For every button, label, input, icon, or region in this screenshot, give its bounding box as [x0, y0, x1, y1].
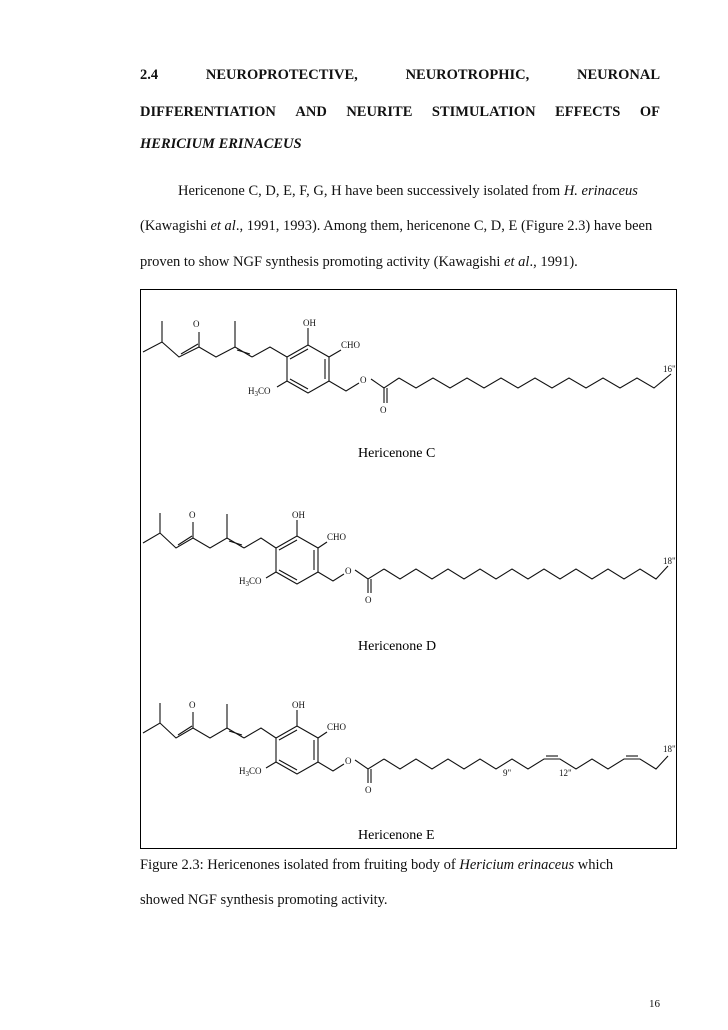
ketone-oxygen-label: O: [193, 319, 200, 329]
bond: [318, 542, 327, 548]
paragraph-line-3: [140, 254, 660, 271]
paragraph-line-2: [140, 218, 660, 235]
structure-name-hericenone-d: Hericenone D: [358, 639, 437, 654]
aldehyde-label: CHO: [327, 722, 347, 732]
text-run: ., 1991, 1993). Among them, hericenone C, D, E (Figure 2.3) have been: [235, 218, 653, 234]
ester-oxygen-label: O: [345, 566, 352, 576]
species-name: H. erinaceus: [563, 183, 638, 199]
figure-box: [140, 289, 677, 849]
heading-word: NEUROTROPHIC,: [405, 67, 530, 83]
page-number: 16: [649, 998, 660, 1010]
bond: [329, 350, 341, 357]
text-run: which: [574, 857, 614, 873]
hericenone-e-structure: [143, 700, 676, 795]
methoxy-label: $H_3CO$: [239, 576, 262, 588]
aromatic-ring: [276, 536, 318, 584]
figure-caption-line-2: showed NGF synthesis promoting activity.: [140, 892, 388, 908]
heading-word: OF: [639, 104, 660, 120]
text-run: Figure 2.3: Hericenones isolated from fruiting body of: [140, 857, 460, 873]
structure-name-hericenone-c: Hericenone C: [358, 446, 436, 461]
aromatic-ring: [276, 726, 318, 774]
bond: [252, 347, 287, 357]
heading-word: AND: [295, 104, 327, 120]
figure-caption-line-1: [140, 857, 660, 874]
chain-number-label: 16": [663, 364, 676, 374]
ketone-oxygen-label: O: [189, 700, 196, 710]
ester-oxygen-label: O: [360, 375, 367, 385]
bond: [244, 538, 276, 548]
heading-word: NEURONAL: [577, 67, 660, 83]
structures-diagram: [141, 290, 676, 848]
bond: [229, 541, 242, 545]
hydroxyl-label: OH: [292, 510, 305, 520]
alkyl-chain: [384, 566, 668, 579]
bond: [277, 381, 287, 387]
heading-word: DIFFERENTIATION: [140, 104, 276, 120]
text-run: et al: [504, 254, 530, 270]
section-heading-line-3: HERICIUM ERINACEUS: [140, 136, 302, 152]
text-run: (Kawagishi: [140, 218, 211, 234]
heading-word: EFFECTS: [555, 104, 621, 120]
bond: [178, 536, 192, 545]
ketone-oxygen-label: O: [189, 510, 196, 520]
ester-oxygen-label: O: [345, 756, 352, 766]
heading-word: NEURITE: [346, 104, 413, 120]
methoxy-label: $H_3CO$: [248, 386, 271, 398]
bond: [244, 728, 276, 738]
bond: [329, 381, 359, 391]
aldehyde-label: CHO: [327, 532, 347, 542]
bond: [318, 732, 327, 738]
carbonyl-oxygen-label: O: [380, 405, 387, 415]
structure-name-hericenone-e: Hericenone E: [358, 828, 435, 843]
text-run: ., 1991).: [529, 254, 578, 270]
chain-number-label: 18": [663, 556, 676, 566]
bond: [371, 378, 399, 388]
hericenone-d-structure: [143, 510, 676, 605]
double-bond-position-label: 9": [503, 768, 512, 778]
carbonyl-oxygen-label: O: [365, 785, 372, 795]
bond: [266, 572, 276, 578]
hericenone-c-structure: [143, 318, 676, 415]
aldehyde-label: CHO: [341, 340, 361, 350]
hydroxyl-label: OH: [292, 700, 305, 710]
section-number: 2.4: [140, 67, 159, 83]
bond: [318, 572, 344, 581]
bond: [355, 569, 384, 579]
heading-word: STIMULATION: [431, 104, 536, 120]
hydroxyl-label: OH: [303, 318, 316, 328]
bond: [318, 762, 344, 771]
carbonyl-oxygen-label: O: [365, 595, 372, 605]
alkyl-chain: [399, 374, 671, 388]
bond: [237, 350, 250, 354]
text-run: et al: [210, 218, 236, 234]
text-run: proven to show NGF synthesis promoting activity (Kawagishi: [140, 254, 505, 270]
methoxy-label: $H_3CO$: [239, 766, 262, 778]
section-heading-line-2: [140, 104, 660, 121]
text-run: Hericenone C, D, E, F, G, H have been successively isolated from: [178, 183, 564, 199]
bond: [229, 731, 242, 735]
bond: [266, 762, 276, 768]
species-name: Hericium erinaceus: [459, 857, 575, 873]
chain-number-label: 18": [663, 744, 676, 754]
aromatic-ring: [287, 345, 329, 393]
double-bond-position-label: 12": [559, 768, 572, 778]
paragraph-line-1: [140, 183, 660, 200]
heading-word: NEUROPROTECTIVE,: [205, 67, 358, 83]
bond: [355, 759, 384, 769]
section-heading-line-1: [140, 67, 660, 84]
bond: [178, 726, 192, 735]
alkyl-chain: [384, 756, 668, 769]
